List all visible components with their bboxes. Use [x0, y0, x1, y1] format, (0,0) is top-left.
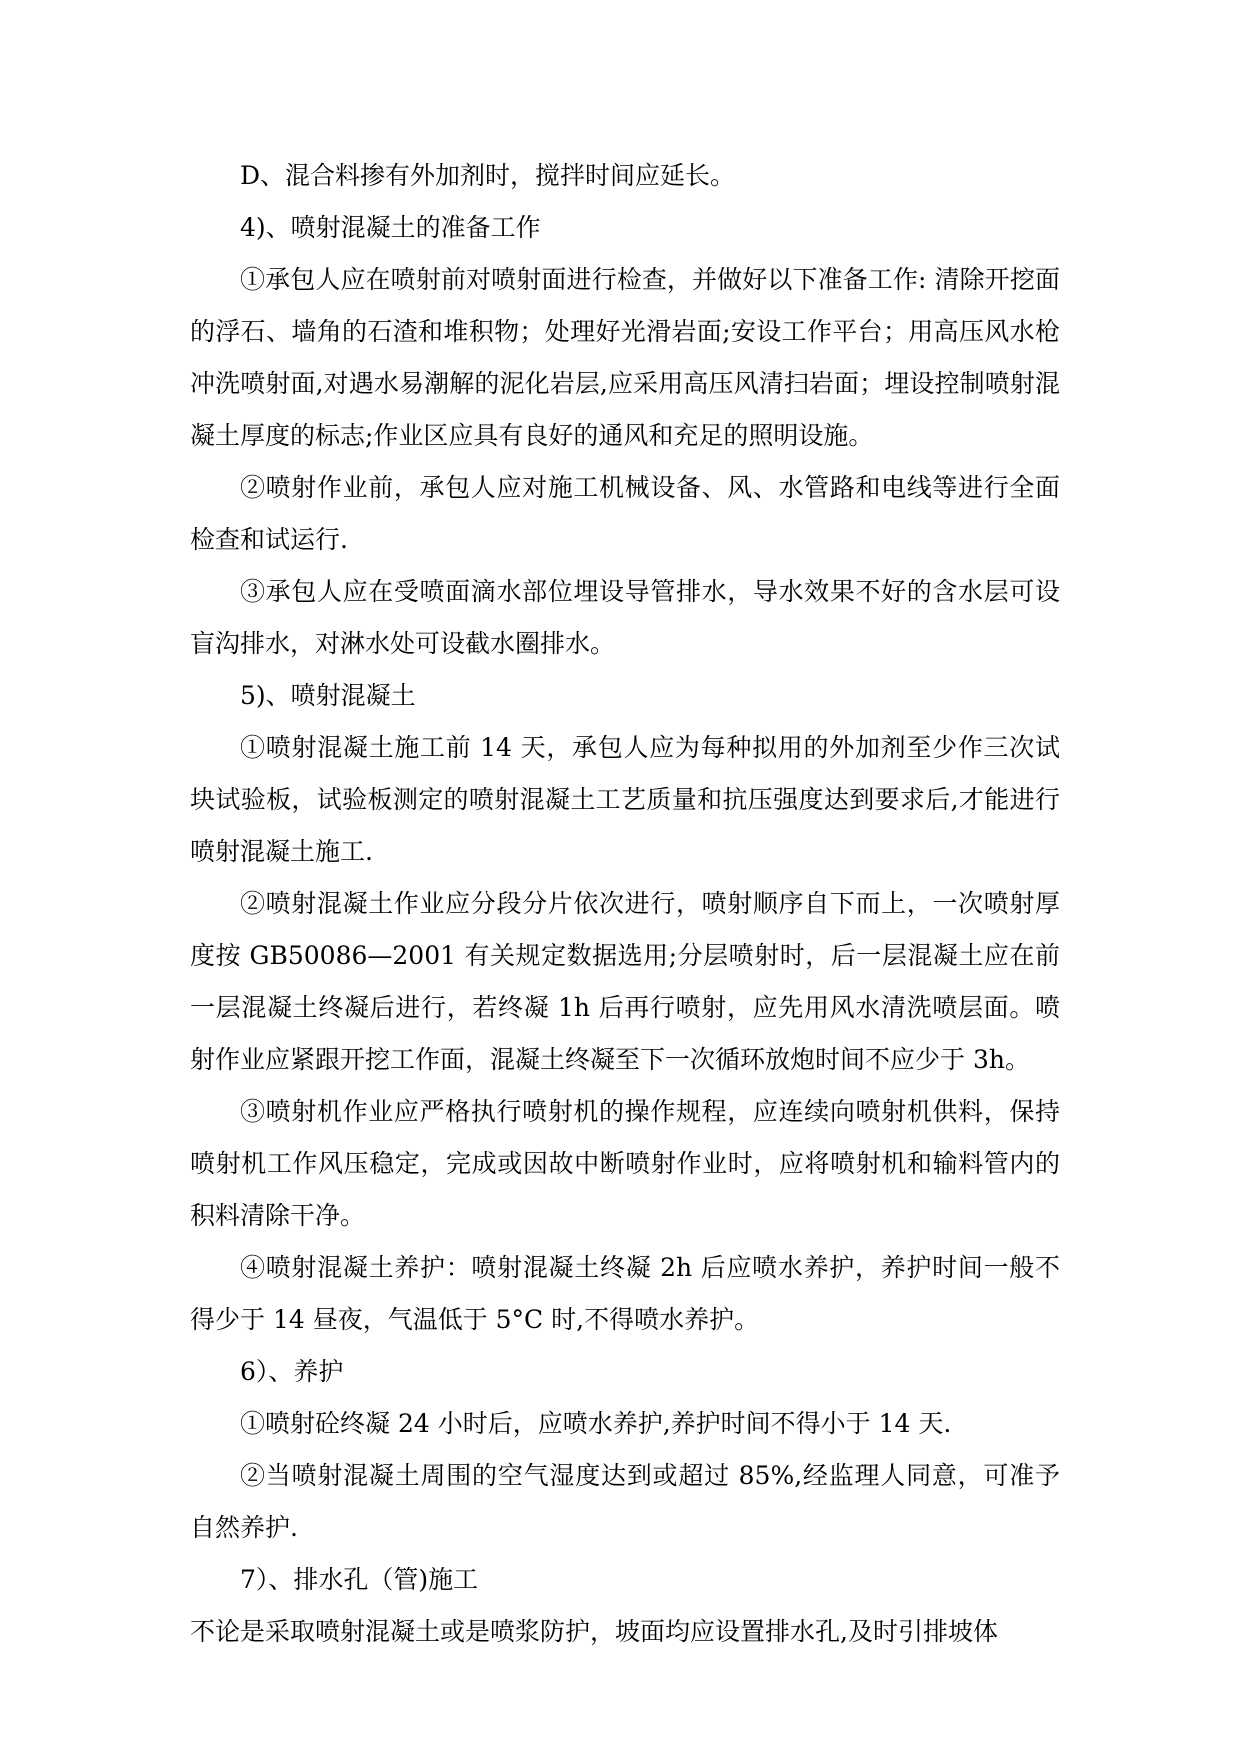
heading-drain-holes: 7）、排水孔（管)施工: [240, 1565, 479, 1594]
paragraph-spraying-sequence: ②喷射混凝土作业应分段分片依次进行，喷射顺序自下而上，一次喷射厚度按 GB50086—2001 有关规定数据选用;分层喷射时，后一层混凝土应在前一层混凝土终凝后进行，若终凝 1h 后再行喷射，应先用风水清洗喷层面。喷射作业应紧跟开挖工作面，混凝土终凝至下一次循环放炮时间不应少于 3h。: [190, 889, 1060, 1074]
heading-preparation: 4)、喷射混凝土的准备工作: [240, 213, 541, 242]
paragraph-curing-time: ①喷射砼终凝 24 小时后，应喷水养护,养护时间不得小于 14 天.: [240, 1409, 952, 1438]
heading-curing: 6）、养护: [240, 1357, 344, 1386]
paragraph-equipment-check: ②喷射作业前，承包人应对施工机械设备、风、水管路和电线等进行全面检查和试运行.: [190, 473, 1060, 554]
paragraph-trial-panels: ①喷射混凝土施工前 14 天，承包人应为每种拟用的外加剂至少作三次试块试验板，试验板测定的喷射混凝土工艺质量和抗压强度达到要求后,才能进行喷射混凝土施工.: [190, 733, 1060, 866]
heading-shotcrete: 5)、喷射混凝土: [240, 681, 416, 710]
paragraph-natural-curing: ②当喷射混凝土周围的空气湿度达到或超过 85%,经监理人同意，可准予自然养护.: [190, 1461, 1060, 1542]
document-page: [190, 150, 1060, 1658]
paragraph-drainage-pipe: ③承包人应在受喷面滴水部位埋设导管排水，导水效果不好的含水层可设盲沟排水，对淋水处可设截水圈排水。: [190, 577, 1060, 658]
paragraph-mix-additive: D、混合料掺有外加剂时，搅拌时间应延长。: [240, 161, 736, 190]
paragraph-drain-holes: 不论是采取喷射混凝土或是喷浆防护，坡面均应设置排水孔,及时引排坡体: [190, 1617, 998, 1646]
paragraph-inspection: ①承包人应在喷射前对喷射面进行检查，并做好以下准备工作: 清除开挖面的浮石、墙角的石渣和堆积物；处理好光滑岩面;安设工作平台；用高压风水枪冲洗喷射面,对遇水易潮解的泥化岩层,应采用高压风清扫岩面；埋设控制喷射混凝土厚度的标志;作业区应具有良好的通风和充足的照明设施。: [190, 265, 1060, 450]
paragraph-machine-operation: ③喷射机作业应严格执行喷射机的操作规程，应连续向喷射机供料，保持喷射机工作风压稳定，完成或因故中断喷射作业时，应将喷射机和输料管内的积料清除干净。: [190, 1097, 1060, 1230]
paragraph-shotcrete-curing: ④喷射混凝土养护：喷射混凝土终凝 2h 后应喷水养护，养护时间一般不得少于 14 昼夜，气温低于 5°C 时,不得喷水养护。: [190, 1253, 1060, 1334]
